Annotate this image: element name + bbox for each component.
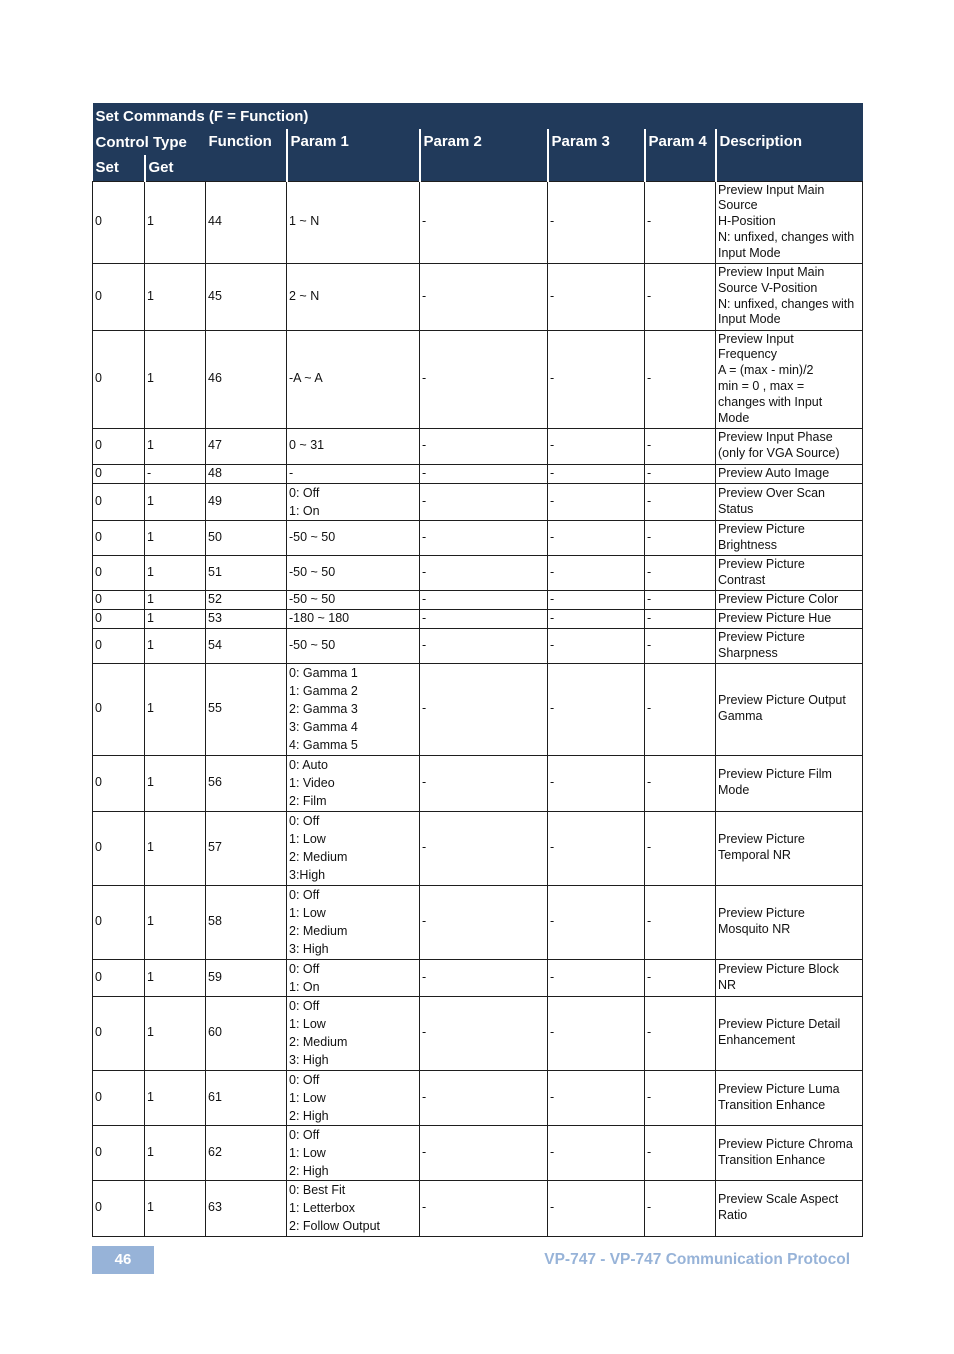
param1-line: 0: Off <box>289 999 320 1013</box>
cell-function: 50 <box>206 520 287 555</box>
cell-param3: - <box>548 628 645 663</box>
cell-function: 57 <box>206 811 287 885</box>
cell-set: 0 <box>93 959 145 996</box>
param1-line: 0: Off <box>289 888 320 902</box>
description-line: Preview Picture <box>718 906 805 921</box>
table-row <box>93 483 863 520</box>
description-line: Preview Picture <box>718 556 805 571</box>
cell-param4: - <box>645 628 716 663</box>
description-line: (only for VGA Source) <box>718 446 840 460</box>
description-line: Source V-Position <box>718 280 818 295</box>
description-line: Preview Over Scan <box>718 485 825 500</box>
cell-function: 51 <box>206 555 287 590</box>
param1-line: 0: Off <box>289 814 320 828</box>
cell-param1 <box>287 1125 420 1180</box>
cell-description <box>716 464 863 483</box>
cell-param3: - <box>548 590 645 609</box>
description-line: Transition Enhance <box>718 1152 826 1167</box>
cell-set: 0 <box>93 996 145 1070</box>
cell-param2: - <box>420 263 548 330</box>
param1-line: 3: Gamma 4 <box>289 720 358 734</box>
cell-function: 62 <box>206 1125 287 1180</box>
param1-line: 2: Medium <box>289 850 348 864</box>
description-line: Preview Picture Block <box>718 961 839 976</box>
cell-param3: - <box>548 1070 645 1125</box>
description-line: Preview Input Main <box>718 264 825 279</box>
param1-line: 1: Low <box>289 832 326 846</box>
table-row <box>93 996 863 1070</box>
cell-function: 63 <box>206 1180 287 1236</box>
cell-function: 55 <box>206 663 287 755</box>
description-line: Preview Picture <box>718 832 805 847</box>
cell-set: 0 <box>93 811 145 885</box>
cell-param3: - <box>548 755 645 811</box>
cell-description <box>716 1180 863 1236</box>
cell-param4: - <box>645 1125 716 1180</box>
description-line: Frequency <box>718 347 778 362</box>
cell-description <box>716 1125 863 1180</box>
cell-param3: - <box>548 555 645 590</box>
cell-param2: - <box>420 885 548 959</box>
cell-param4: - <box>645 428 716 464</box>
description-line: Preview Picture Detail <box>718 1017 841 1032</box>
description-line: Input Mode <box>718 245 781 260</box>
cell-param4: - <box>645 811 716 885</box>
cell-get: 1 <box>145 1125 206 1180</box>
cell-get: 1 <box>145 330 206 428</box>
cell-param4: - <box>645 590 716 609</box>
description-line: Preview Picture <box>718 521 805 536</box>
param1-line: -50 ~ 50 <box>289 564 336 579</box>
cell-param2: - <box>420 663 548 755</box>
cell-set: 0 <box>93 428 145 464</box>
param1-line: 2 ~ N <box>289 288 320 303</box>
cell-get: 1 <box>145 428 206 464</box>
table-row <box>93 609 863 628</box>
cell-param1 <box>287 464 420 483</box>
header-set: Set <box>93 155 145 181</box>
cell-description <box>716 181 863 263</box>
cell-description <box>716 628 863 663</box>
cell-param2: - <box>420 428 548 464</box>
param1-line: 0: Gamma 1 <box>289 666 358 680</box>
param1-line: 1: On <box>289 503 320 518</box>
cell-param1 <box>287 181 420 263</box>
cell-set: 0 <box>93 590 145 609</box>
description-line: Brightness <box>718 537 778 552</box>
cell-param1 <box>287 263 420 330</box>
param1-line: 1: Video <box>289 776 335 790</box>
cell-param3: - <box>548 811 645 885</box>
param1-line: 1: Low <box>289 1145 326 1160</box>
cell-set: 0 <box>93 464 145 483</box>
cell-param1 <box>287 1180 420 1236</box>
cell-get: 1 <box>145 263 206 330</box>
cell-param1 <box>287 755 420 811</box>
header-get: Get <box>145 155 206 181</box>
cell-get: 1 <box>145 996 206 1070</box>
param1-line: 1: Low <box>289 1090 326 1105</box>
page-number: 46 <box>92 1246 154 1274</box>
cell-set: 0 <box>93 1125 145 1180</box>
cell-get: 1 <box>145 181 206 263</box>
cell-function: 52 <box>206 590 287 609</box>
table-row <box>93 590 863 609</box>
cell-param1 <box>287 663 420 755</box>
table-row <box>93 181 863 263</box>
cell-set: 0 <box>93 181 145 263</box>
cell-get: 1 <box>145 885 206 959</box>
cell-param3: - <box>548 263 645 330</box>
param1-line: 0: Auto <box>289 758 328 772</box>
cell-param1 <box>287 996 420 1070</box>
cell-param1 <box>287 609 420 628</box>
param1-line: 2: Follow Output <box>289 1219 381 1233</box>
cell-param3: - <box>548 330 645 428</box>
table-row <box>93 628 863 663</box>
cell-param2: - <box>420 755 548 811</box>
cell-get: 1 <box>145 609 206 628</box>
set-commands-table <box>92 103 863 1237</box>
description-line: Preview Scale Aspect <box>718 1192 839 1207</box>
description-line: Preview Picture Luma <box>718 1081 840 1096</box>
cell-function: 48 <box>206 464 287 483</box>
cell-description <box>716 663 863 755</box>
param1-line: 1: Gamma 2 <box>289 684 358 698</box>
param1-line: 2: Film <box>289 794 327 808</box>
description-line: Preview Picture Film <box>718 767 832 782</box>
cell-description <box>716 330 863 428</box>
cell-function: 56 <box>206 755 287 811</box>
param1-line: 0: Off <box>289 485 320 500</box>
table-row <box>93 1070 863 1125</box>
cell-param2: - <box>420 959 548 996</box>
cell-param1 <box>287 885 420 959</box>
header-param1: Param 1 <box>287 129 420 181</box>
cell-function: 58 <box>206 885 287 959</box>
cell-get: 1 <box>145 555 206 590</box>
cell-param1 <box>287 428 420 464</box>
cell-set: 0 <box>93 885 145 959</box>
cell-description <box>716 1070 863 1125</box>
param1-line: 0: Off <box>289 961 320 976</box>
cell-param2: - <box>420 1125 548 1180</box>
cell-set: 0 <box>93 555 145 590</box>
param1-line: 2: High <box>289 1163 329 1178</box>
param1-line: 4: Gamma 5 <box>289 738 358 752</box>
cell-param4: - <box>645 1070 716 1125</box>
cell-description <box>716 483 863 520</box>
cell-get: 1 <box>145 483 206 520</box>
cell-param4: - <box>645 520 716 555</box>
cell-param2: - <box>420 609 548 628</box>
cell-description <box>716 959 863 996</box>
cell-param1 <box>287 811 420 885</box>
footer-title: VP-747 - VP-747 Communication Protocol <box>544 1251 850 1268</box>
cell-get: 1 <box>145 1070 206 1125</box>
description-line: Preview Picture Chroma <box>718 1136 853 1151</box>
header-description: Description <box>716 129 863 181</box>
cell-param4: - <box>645 483 716 520</box>
cell-param1 <box>287 590 420 609</box>
cell-get: - <box>145 464 206 483</box>
header-param4: Param 4 <box>645 129 716 181</box>
description-line: Preview Picture Hue <box>718 610 832 625</box>
param1-line: 2: Gamma 3 <box>289 702 358 716</box>
cell-param4: - <box>645 263 716 330</box>
table-row <box>93 555 863 590</box>
cell-description <box>716 755 863 811</box>
description-line: Sharpness <box>718 645 778 660</box>
param1-line: 1: Low <box>289 1017 326 1031</box>
cell-get: 1 <box>145 1180 206 1236</box>
description-line: A = (max - min)/2 <box>718 363 814 378</box>
cell-function: 49 <box>206 483 287 520</box>
cell-set: 0 <box>93 1070 145 1125</box>
param1-line: 2: Medium <box>289 924 348 938</box>
cell-param4: - <box>645 464 716 483</box>
cell-description <box>716 811 863 885</box>
cell-param3: - <box>548 1125 645 1180</box>
description-line: Source <box>718 198 758 213</box>
table-title: Set Commands (F = Function) <box>93 103 863 129</box>
description-line: Ratio <box>718 1208 748 1222</box>
cell-param3: - <box>548 181 645 263</box>
cell-description <box>716 555 863 590</box>
cell-param4: - <box>645 330 716 428</box>
cell-set: 0 <box>93 1180 145 1236</box>
description-line: Mosquito NR <box>718 922 791 936</box>
cell-param2: - <box>420 181 548 263</box>
cell-param3: - <box>548 959 645 996</box>
cell-description <box>716 996 863 1070</box>
table-row <box>93 885 863 959</box>
description-line: Enhancement <box>718 1033 796 1047</box>
cell-description <box>716 428 863 464</box>
description-line: Mode <box>718 410 750 425</box>
cell-description <box>716 885 863 959</box>
description-line: changes with Input <box>718 394 823 409</box>
cell-param3: - <box>548 663 645 755</box>
cell-function: 47 <box>206 428 287 464</box>
cell-param2: - <box>420 330 548 428</box>
cell-param4: - <box>645 885 716 959</box>
cell-get: 1 <box>145 755 206 811</box>
param1-line: 0: Off <box>289 1127 320 1142</box>
param1-line: 0 ~ 31 <box>289 438 325 453</box>
cell-set: 0 <box>93 628 145 663</box>
param1-line: -A ~ A <box>289 371 323 386</box>
cell-set: 0 <box>93 609 145 628</box>
param1-line: 1: Low <box>289 906 326 920</box>
description-line: Mode <box>718 783 750 797</box>
cell-param1 <box>287 555 420 590</box>
cell-get: 1 <box>145 959 206 996</box>
cell-param4: - <box>645 755 716 811</box>
cell-param2: - <box>420 811 548 885</box>
cell-param2: - <box>420 483 548 520</box>
param1-line: 1 ~ N <box>289 214 320 229</box>
cell-param4: - <box>645 609 716 628</box>
param1-line: 3: High <box>289 1053 329 1067</box>
description-line: N: unfixed, changes with <box>718 229 855 244</box>
cell-param4: - <box>645 996 716 1070</box>
table-body <box>93 181 863 1236</box>
description-line: Preview Picture Output <box>718 693 846 708</box>
cell-get: 1 <box>145 628 206 663</box>
cell-param2: - <box>420 1070 548 1125</box>
cell-description <box>716 609 863 628</box>
cell-description <box>716 520 863 555</box>
description-line: Input Mode <box>718 312 781 327</box>
cell-param2: - <box>420 555 548 590</box>
description-line: Contrast <box>718 572 766 587</box>
cell-function: 60 <box>206 996 287 1070</box>
param1-line: 2: High <box>289 1108 329 1123</box>
description-line: Transition Enhance <box>718 1097 826 1112</box>
table-row <box>93 959 863 996</box>
header-control-type: Control Type <box>93 129 206 155</box>
cell-param1 <box>287 330 420 428</box>
cell-param2: - <box>420 590 548 609</box>
description-line: Preview Input <box>718 331 794 346</box>
table-row <box>93 428 863 464</box>
cell-set: 0 <box>93 263 145 330</box>
table-row <box>93 263 863 330</box>
description-line: H-Position <box>718 214 776 229</box>
description-line: min = 0 , max = <box>718 379 805 393</box>
cell-param2: - <box>420 1180 548 1236</box>
table-row <box>93 330 863 428</box>
cell-set: 0 <box>93 755 145 811</box>
param1-line: 0: Best Fit <box>289 1183 346 1197</box>
description-line: Preview Input Phase <box>718 430 833 445</box>
param1-line: 3: High <box>289 942 329 956</box>
cell-param1 <box>287 1070 420 1125</box>
table-row <box>93 663 863 755</box>
cell-function: 44 <box>206 181 287 263</box>
cell-param3: - <box>548 520 645 555</box>
description-line: Temporal NR <box>718 848 791 862</box>
header-param3: Param 3 <box>548 129 645 181</box>
description-line: NR <box>718 977 737 992</box>
param1-line: -50 ~ 50 <box>289 529 336 544</box>
cell-param4: - <box>645 181 716 263</box>
param1-line: 0: Off <box>289 1072 320 1087</box>
cell-function: 61 <box>206 1070 287 1125</box>
cell-param2: - <box>420 996 548 1070</box>
cell-description <box>716 590 863 609</box>
description-line: Preview Auto Image <box>718 465 830 480</box>
param1-line: 1: On <box>289 979 320 994</box>
cell-param2: - <box>420 628 548 663</box>
cell-set: 0 <box>93 330 145 428</box>
cell-param4: - <box>645 959 716 996</box>
description-line: Preview Picture Color <box>718 591 839 606</box>
cell-get: 1 <box>145 663 206 755</box>
description-line: Preview Input Main <box>718 182 825 197</box>
cell-set: 0 <box>93 663 145 755</box>
param1-line: - <box>289 465 294 480</box>
cell-param3: - <box>548 1180 645 1236</box>
cell-param1 <box>287 628 420 663</box>
cell-function: 46 <box>206 330 287 428</box>
param1-line: 1: Letterbox <box>289 1201 356 1215</box>
header-param2: Param 2 <box>420 129 548 181</box>
cell-set: 0 <box>93 483 145 520</box>
table-row <box>93 520 863 555</box>
cell-param1 <box>287 959 420 996</box>
cell-description <box>716 263 863 330</box>
cell-param3: - <box>548 996 645 1070</box>
cell-function: 59 <box>206 959 287 996</box>
cell-param3: - <box>548 428 645 464</box>
cell-get: 1 <box>145 590 206 609</box>
table-row <box>93 811 863 885</box>
cell-param4: - <box>645 555 716 590</box>
cell-set: 0 <box>93 520 145 555</box>
cell-param3: - <box>548 885 645 959</box>
description-line: Gamma <box>718 709 763 723</box>
cell-param3: - <box>548 609 645 628</box>
cell-param2: - <box>420 464 548 483</box>
cell-function: 53 <box>206 609 287 628</box>
param1-line: 2: Medium <box>289 1035 348 1049</box>
cell-param4: - <box>645 1180 716 1236</box>
cell-get: 1 <box>145 811 206 885</box>
table-row <box>93 1180 863 1236</box>
cell-param1 <box>287 483 420 520</box>
cell-function: 54 <box>206 628 287 663</box>
description-line: Status <box>718 501 754 516</box>
table-row <box>93 1125 863 1180</box>
cell-param3: - <box>548 483 645 520</box>
cell-param4: - <box>645 663 716 755</box>
cell-param1 <box>287 520 420 555</box>
param1-line: -50 ~ 50 <box>289 637 336 652</box>
cell-get: 1 <box>145 520 206 555</box>
cell-param3: - <box>548 464 645 483</box>
param1-line: -180 ~ 180 <box>289 610 350 625</box>
description-line: N: unfixed, changes with <box>718 296 855 311</box>
param1-line: -50 ~ 50 <box>289 591 336 606</box>
cell-param2: - <box>420 520 548 555</box>
table-row <box>93 464 863 483</box>
header-function: Function <box>206 129 287 181</box>
description-line: Preview Picture <box>718 629 805 644</box>
cell-function: 45 <box>206 263 287 330</box>
param1-line: 3:High <box>289 868 326 882</box>
table-row <box>93 755 863 811</box>
